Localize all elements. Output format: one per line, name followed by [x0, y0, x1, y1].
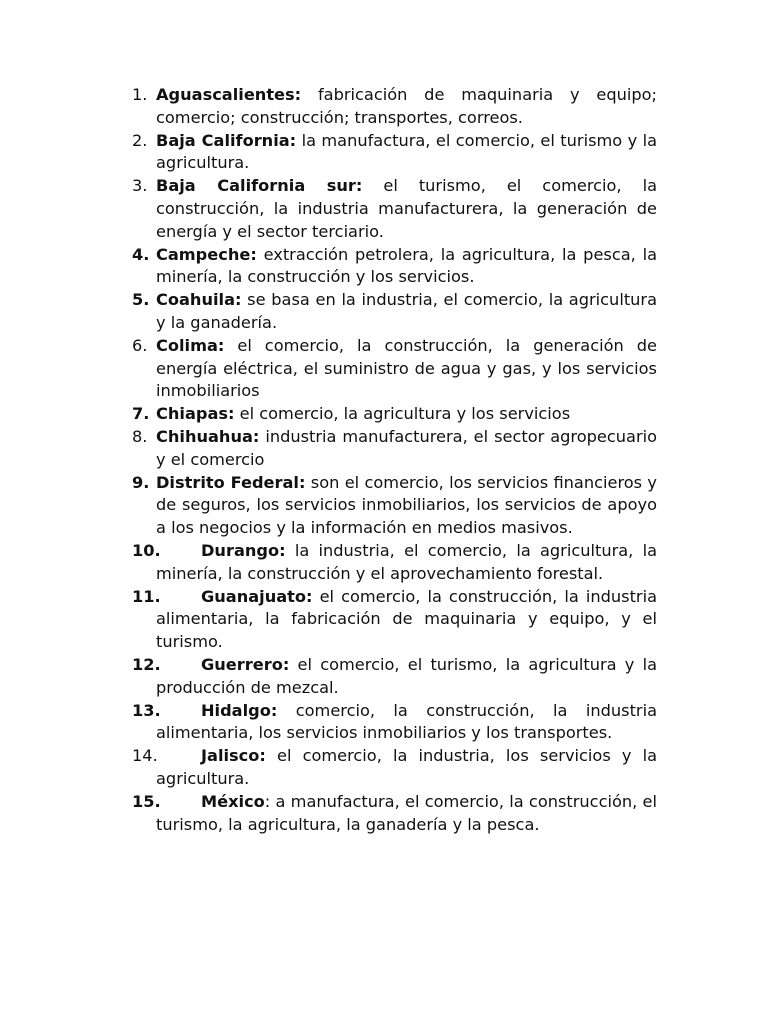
item-number: 12. — [132, 654, 161, 674]
item-number: 3. — [132, 176, 148, 196]
item-description: el comercio, la industria, los servicios y la agricultura. — [156, 746, 657, 788]
list-item — [132, 700, 657, 746]
item-number: 10. — [132, 540, 161, 560]
list-item — [132, 289, 657, 335]
item-number: 15. — [132, 791, 161, 811]
item-description: el turismo, el comercio, la construcción, la industria manufacturera, la generación de energía y el sector terciario. — [156, 176, 657, 241]
item-body — [156, 586, 657, 654]
item-number: 7. — [132, 404, 150, 424]
item-body — [156, 540, 657, 586]
item-description: : a manufactura, el comercio, la construcción, el turismo, la agricultura, la ganadería y la pesca. — [156, 791, 657, 834]
item-description: industria manufacturera, el sector agropecuario y el comercio — [156, 426, 657, 469]
item-body — [156, 472, 657, 540]
item-number: 14. — [132, 746, 158, 766]
item-body — [156, 244, 657, 290]
item-description: el comercio, la agricultura y los servicios — [234, 404, 571, 424]
state-name: Chiapas: — [156, 404, 235, 424]
state-name: Baja California: — [156, 130, 297, 150]
item-description: el comercio, la construcción, la generación de energía eléctrica, el suministro de agua y gas, y los servicios inmobiliarios — [156, 335, 657, 401]
state-name: Guerrero: — [201, 654, 290, 674]
item-description: el comercio, la construcción, la industria alimentaria, la fabricación de maquinaria y equipo, y el turismo. — [156, 586, 657, 652]
list-item — [132, 244, 657, 290]
list-item — [132, 472, 657, 540]
state-name: Colima: — [156, 335, 225, 355]
list-item — [132, 335, 657, 403]
item-number: 11. — [132, 586, 161, 606]
item-number: 4. — [132, 244, 150, 264]
list-item — [132, 175, 657, 243]
state-name: Aguascalientes: — [156, 85, 302, 104]
item-body — [156, 700, 657, 746]
state-name: México — [201, 791, 265, 811]
state-name: Hidalgo: — [201, 700, 278, 720]
item-description: comercio, la construcción, la industria alimentaria, los servicios inmobiliarios y los transportes. — [156, 700, 657, 743]
item-number: 5. — [132, 290, 150, 310]
list-item — [132, 426, 657, 472]
state-name: Chihuahua: — [156, 426, 260, 446]
item-number: 9. — [132, 472, 150, 492]
item-body — [156, 426, 657, 472]
numbered-list — [132, 84, 657, 836]
state-name: Baja California sur: — [156, 176, 363, 196]
list-item — [132, 654, 657, 700]
state-name: Guanajuato: — [201, 586, 313, 606]
item-description: fabricación de maquinaria y equipo; comercio; construcción; transportes, correos. — [156, 85, 657, 127]
item-body — [156, 335, 657, 403]
list-item — [132, 791, 657, 837]
item-description: extracción petrolera, la agricultura, la pesca, la minería, la construcción y los servicios. — [156, 244, 657, 287]
item-body — [156, 403, 657, 426]
item-description: la industria, el comercio, la agricultura, la minería, la construcción y el aprovechamiento forestal. — [156, 540, 657, 583]
list-item — [132, 130, 657, 176]
item-body — [156, 791, 657, 837]
list-item — [132, 586, 657, 654]
item-number: 1. — [132, 85, 148, 104]
item-number: 8. — [132, 426, 148, 446]
list-item — [132, 745, 657, 791]
state-name: Campeche: — [156, 244, 257, 264]
state-name: Jalisco: — [201, 746, 266, 766]
item-description: se basa en la industria, el comercio, la agricultura y la ganadería. — [156, 290, 657, 332]
item-number: 6. — [132, 335, 148, 355]
state-name: Durango: — [201, 540, 286, 560]
item-body — [156, 130, 657, 176]
item-body — [156, 745, 657, 791]
item-body — [156, 289, 657, 335]
list-item — [132, 84, 657, 130]
state-name: Coahuila: — [156, 290, 242, 310]
state-name: Distrito Federal: — [156, 472, 306, 492]
item-number: 13. — [132, 700, 161, 720]
item-description: el comercio, el turismo, la agricultura y la producción de mezcal. — [156, 654, 657, 697]
item-body — [156, 84, 657, 130]
item-description: la manufactura, el comercio, el turismo y la agricultura. — [156, 130, 657, 173]
item-body — [156, 175, 657, 243]
item-description: son el comercio, los servicios financieros y de seguros, los servicios inmobiliarios, los servicios de apoyo a los negocios y la información en medios masivos. — [156, 472, 657, 538]
list-item — [132, 540, 657, 586]
item-body — [156, 654, 657, 700]
list-item — [132, 403, 657, 426]
item-number: 2. — [132, 130, 148, 150]
